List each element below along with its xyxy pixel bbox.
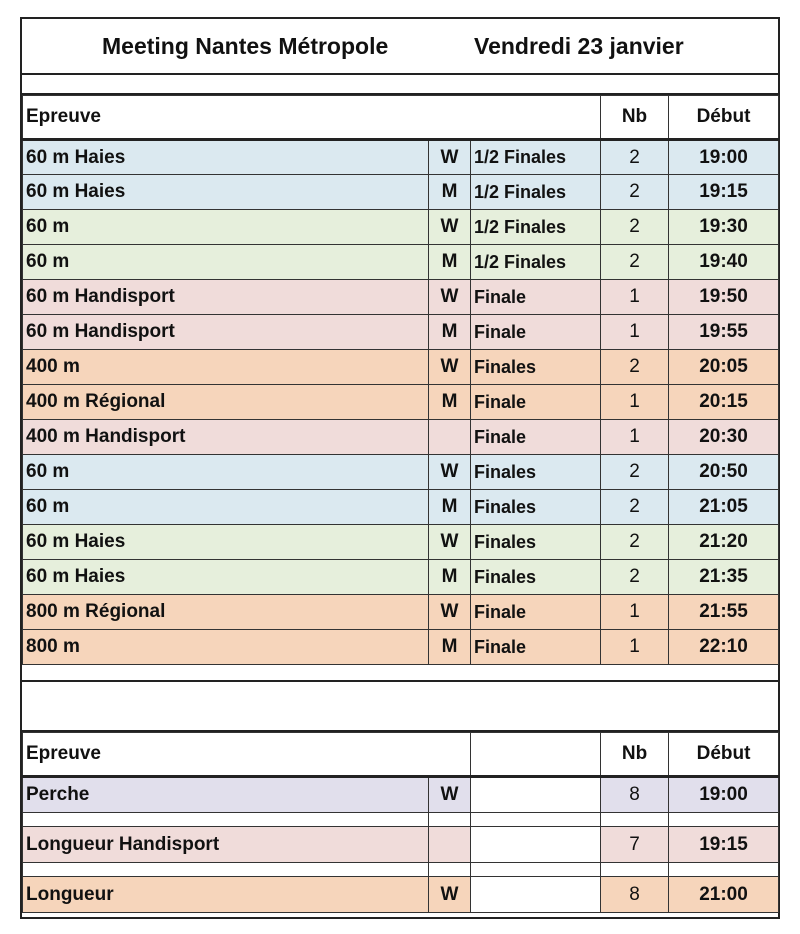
table-row [23, 560, 779, 595]
spacer-row [23, 813, 779, 827]
table-row [23, 385, 779, 420]
phase-cell: 1/2 Finales [471, 245, 601, 280]
sex-cell: M [429, 245, 471, 280]
event-cell: 60 m [23, 455, 429, 490]
phase-cell: Finale [471, 315, 601, 350]
phase-cell: Finale [471, 280, 601, 315]
spacer-cell [669, 813, 779, 827]
sex-cell: W [429, 877, 471, 913]
table-row [23, 245, 779, 280]
sex-cell: M [429, 560, 471, 595]
start-time-cell: 20:50 [669, 455, 779, 490]
table-header-row [23, 733, 779, 777]
spacer-cell [471, 813, 601, 827]
table-row [23, 490, 779, 525]
start-time-cell: 19:30 [669, 210, 779, 245]
sex-cell: W [429, 777, 471, 813]
nb-cell: 2 [601, 210, 669, 245]
spacer-cell [601, 863, 669, 877]
column-header-nb: Nb [601, 733, 669, 777]
table-row [23, 595, 779, 630]
event-cell: 60 m Handisport [23, 315, 429, 350]
event-cell: 800 m Régional [23, 595, 429, 630]
start-time-cell: 22:10 [669, 630, 779, 665]
table-row [23, 315, 779, 350]
table-row [23, 630, 779, 665]
meeting-title: Meeting Nantes Métropole [102, 33, 389, 59]
spacer-cell [23, 863, 429, 877]
title-bar [22, 19, 778, 75]
spacer-cell [429, 863, 471, 877]
sex-cell: M [429, 490, 471, 525]
table-row [23, 455, 779, 490]
nb-cell: 2 [601, 350, 669, 385]
phase-cell: Finales [471, 350, 601, 385]
track-events-table [22, 95, 779, 665]
event-cell: 400 m Handisport [23, 420, 429, 455]
event-cell: Perche [23, 777, 429, 813]
spacer-cell [429, 813, 471, 827]
table-row [23, 175, 779, 210]
event-cell: 60 m Handisport [23, 280, 429, 315]
nb-cell: 1 [601, 595, 669, 630]
nb-cell: 1 [601, 315, 669, 350]
column-header-event: Epreuve [23, 96, 601, 140]
nb-cell: 2 [601, 175, 669, 210]
sex-cell: M [429, 630, 471, 665]
section-gap [22, 680, 778, 732]
start-time-cell: 20:05 [669, 350, 779, 385]
table-row [23, 140, 779, 175]
table-row [23, 350, 779, 385]
event-cell: 60 m Haies [23, 525, 429, 560]
column-header-nb: Nb [601, 96, 669, 140]
table-row [23, 877, 779, 913]
start-time-cell: 19:00 [669, 777, 779, 813]
sex-cell: W [429, 350, 471, 385]
phase-cell: 1/2 Finales [471, 175, 601, 210]
start-time-cell: 21:55 [669, 595, 779, 630]
start-time-cell: 19:15 [669, 827, 779, 863]
table-row [23, 827, 779, 863]
sex-cell: W [429, 140, 471, 175]
column-header-blank [471, 733, 601, 777]
event-cell: 60 m Haies [23, 140, 429, 175]
start-time-cell: 19:55 [669, 315, 779, 350]
table-row [23, 420, 779, 455]
column-header-event: Epreuve [23, 733, 471, 777]
start-time-cell: 20:30 [669, 420, 779, 455]
table-row [23, 525, 779, 560]
sex-cell: M [429, 315, 471, 350]
phase-cell: Finale [471, 595, 601, 630]
start-time-cell: 21:05 [669, 490, 779, 525]
sex-cell: W [429, 595, 471, 630]
phase-cell: Finales [471, 525, 601, 560]
table-header-row [23, 96, 779, 140]
field-events-table [22, 732, 779, 913]
sex-cell: M [429, 385, 471, 420]
nb-cell: 8 [601, 877, 669, 913]
start-time-cell: 19:50 [669, 280, 779, 315]
spacer-cell [23, 813, 429, 827]
start-time-cell: 20:15 [669, 385, 779, 420]
event-cell: 400 m [23, 350, 429, 385]
spacer-cell [669, 863, 779, 877]
event-cell: 60 m [23, 245, 429, 280]
sex-cell: W [429, 280, 471, 315]
spacer-cell [471, 863, 601, 877]
start-time-cell: 21:20 [669, 525, 779, 560]
sex-cell: M [429, 175, 471, 210]
spacer-cell [601, 813, 669, 827]
sex-cell [429, 420, 471, 455]
nb-cell: 1 [601, 385, 669, 420]
nb-cell: 2 [601, 245, 669, 280]
start-time-cell: 21:00 [669, 877, 779, 913]
nb-cell: 1 [601, 420, 669, 455]
table-row [23, 210, 779, 245]
event-cell: Longueur Handisport [23, 827, 429, 863]
nb-cell: 2 [601, 560, 669, 595]
nb-cell: 2 [601, 455, 669, 490]
nb-cell: 1 [601, 280, 669, 315]
phase-cell [471, 877, 601, 913]
sex-cell: W [429, 210, 471, 245]
phase-cell: 1/2 Finales [471, 210, 601, 245]
event-cell: 800 m [23, 630, 429, 665]
phase-cell: Finales [471, 560, 601, 595]
nb-cell: 2 [601, 140, 669, 175]
meeting-date: Vendredi 23 janvier [474, 33, 684, 59]
phase-cell: Finale [471, 420, 601, 455]
nb-cell: 8 [601, 777, 669, 813]
phase-cell [471, 827, 601, 863]
nb-cell: 2 [601, 525, 669, 560]
nb-cell: 7 [601, 827, 669, 863]
phase-cell: 1/2 Finales [471, 140, 601, 175]
table-row [23, 777, 779, 813]
event-cell: 400 m Régional [23, 385, 429, 420]
event-cell: 60 m [23, 210, 429, 245]
phase-cell: Finale [471, 385, 601, 420]
sex-cell [429, 827, 471, 863]
sex-cell: W [429, 525, 471, 560]
event-cell: 60 m Haies [23, 560, 429, 595]
nb-cell: 1 [601, 630, 669, 665]
column-header-start: Début [669, 733, 779, 777]
phase-cell: Finale [471, 630, 601, 665]
header-gap [22, 75, 778, 95]
nb-cell: 2 [601, 490, 669, 525]
start-time-cell: 19:15 [669, 175, 779, 210]
start-time-cell: 19:00 [669, 140, 779, 175]
event-cell: Longueur [23, 877, 429, 913]
spacer-row [23, 863, 779, 877]
table-row [23, 280, 779, 315]
phase-cell [471, 777, 601, 813]
event-cell: 60 m Haies [23, 175, 429, 210]
column-header-start: Début [669, 96, 779, 140]
phase-cell: Finales [471, 455, 601, 490]
schedule-sheet [20, 17, 780, 919]
event-cell: 60 m [23, 490, 429, 525]
start-time-cell: 21:35 [669, 560, 779, 595]
start-time-cell: 19:40 [669, 245, 779, 280]
phase-cell: Finales [471, 490, 601, 525]
sex-cell: W [429, 455, 471, 490]
